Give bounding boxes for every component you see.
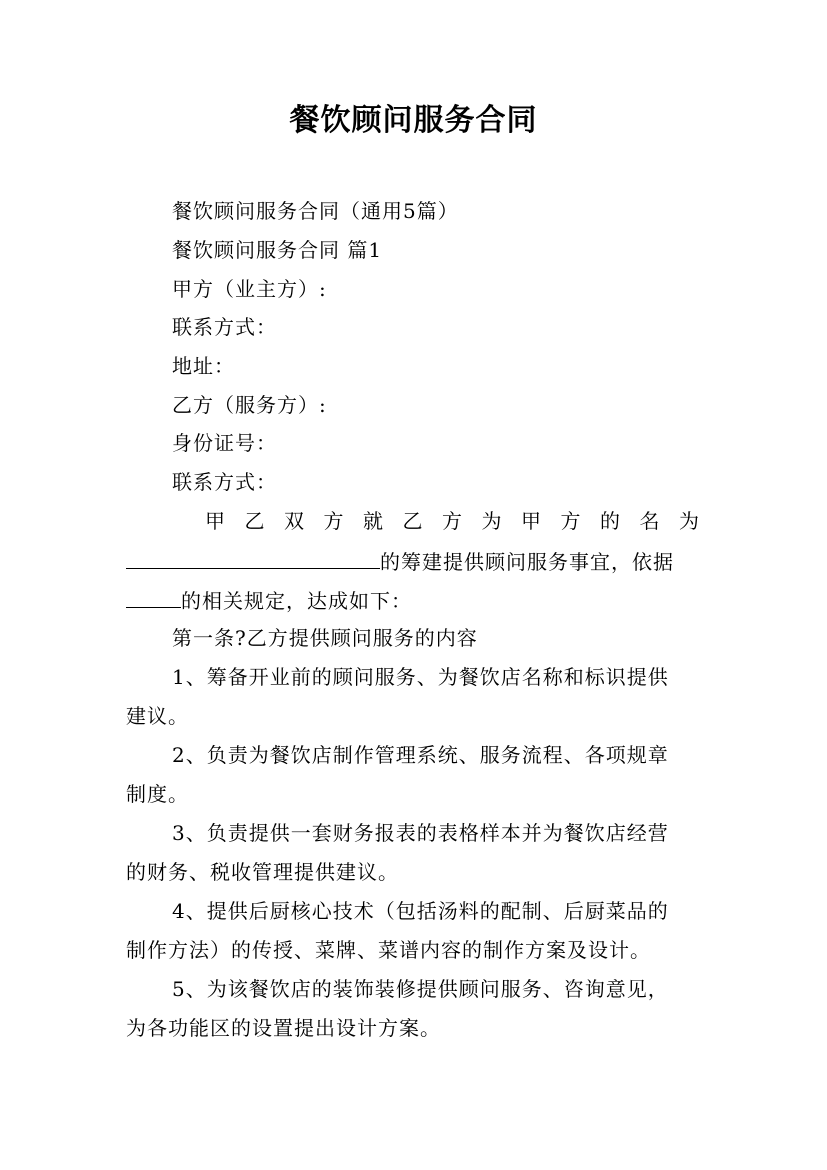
item-4-line-1: 4、提供后厨核心技术（包括汤料的配制、后厨菜品的 [172, 899, 669, 923]
regulation-blank [126, 585, 181, 608]
item-1-line-2: 建议。 [126, 704, 189, 728]
paragraph-intro-line-3 [126, 585, 412, 615]
item-3-line-2: 的财务、税收管理提供建议。 [126, 860, 399, 884]
paragraph-intro-line-2-text: 的筹建提供顾问服务事宜，依据 [380, 550, 674, 574]
item-5-line-1: 5、为该餐饮店的装饰装修提供顾问服务、咨询意见， [172, 977, 669, 1001]
party-a-label: 甲方（业主方）: [172, 277, 327, 301]
article-1-heading: 第一条?乙方提供顾问服务的内容 [172, 626, 478, 650]
party-b-contact-label: 联系方式： [172, 470, 277, 494]
project-name-blank [126, 546, 380, 569]
item-2-line-1: 2、负责为餐饮店制作管理系统、服务流程、各项规章 [172, 743, 669, 767]
item-3-line-1: 3、负责提供一套财务报表的表格样本并为餐饮店经营 [172, 821, 669, 845]
item-4-line-2: 制作方法）的传授、菜牌、菜谱内容的制作方案及设计。 [126, 938, 651, 962]
paragraph-intro-line-3-text: 的相关规定，达成如下： [181, 589, 412, 613]
section-heading: 餐饮顾问服务合同 篇1 [172, 238, 383, 262]
party-b-id-label: 身份证号： [172, 431, 277, 455]
party-b-label: 乙方（服务方）: [172, 393, 327, 417]
subtitle-line: 餐饮顾问服务合同（通用5篇） [172, 199, 459, 223]
party-a-address-label: 地址： [172, 354, 235, 378]
paragraph-intro-line-1: 甲乙双方就乙方为甲方的名为 [205, 509, 700, 533]
paragraph-intro-line-2 [126, 546, 700, 576]
document-title: 餐饮顾问服务合同 [289, 103, 538, 138]
party-a-contact-label: 联系方式： [172, 315, 277, 339]
item-5-line-2: 为各功能区的设置提出设计方案。 [126, 1016, 441, 1040]
item-1-line-1: 1、筹备开业前的顾问服务、为餐饮店名称和标识提供 [172, 665, 669, 689]
item-2-line-2: 制度。 [126, 782, 189, 806]
